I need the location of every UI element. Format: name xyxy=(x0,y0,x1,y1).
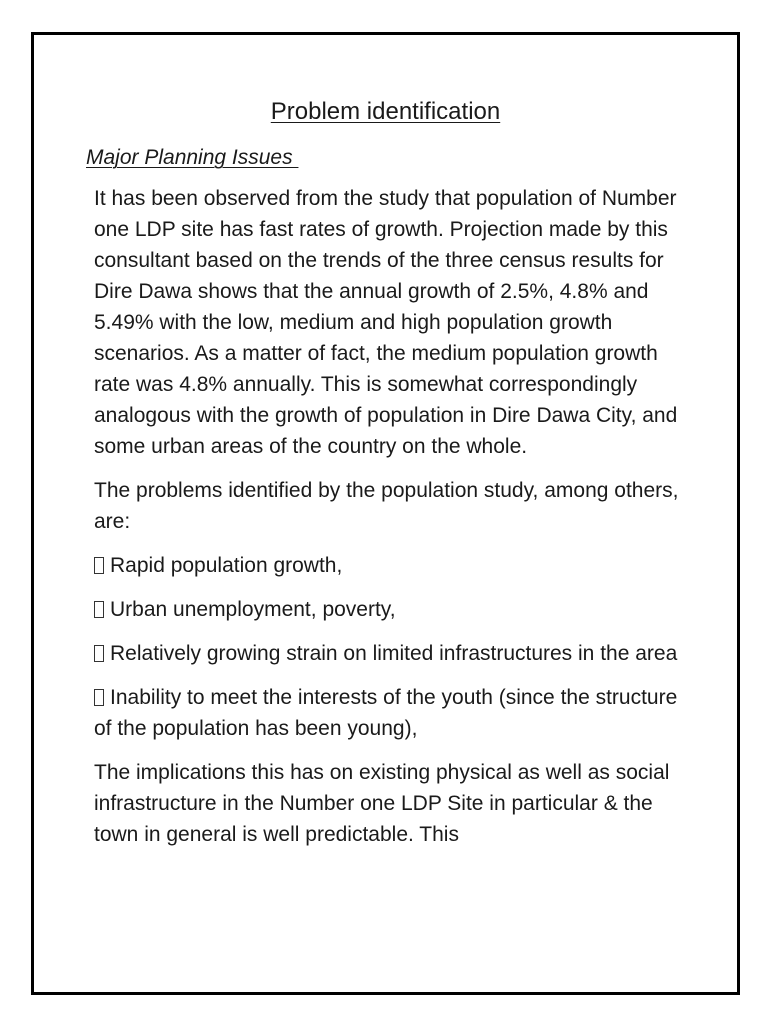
bullet-text: Relatively growing strain on limited infrastructures in the area xyxy=(110,642,678,665)
bullet-text: Rapid population growth, xyxy=(110,554,343,577)
missing-glyph-bullet-icon xyxy=(94,601,104,618)
page-title: Problem identification xyxy=(270,98,501,125)
bullet-item xyxy=(94,682,694,744)
document-body xyxy=(94,183,694,863)
section-subtitle: Major Planning Issues xyxy=(86,146,299,169)
missing-glyph-bullet-icon xyxy=(94,645,104,662)
bullet-item xyxy=(94,638,694,669)
paragraph-intro: It has been observed from the study that population of Number one LDP site has fast rates of growth. Projection made by this consultant based on the trends of the three census results for Dire Dawa shows that the annual growth of 2.5%, 4.8% and 5.49% with the low, medium and high population growth scenarios. As a matter of fact, the medium population growth rate was 4.8% annually. This is somewhat correspondingly analogous with the growth of population in Dire Dawa City, and some urban areas of the country on the whole. xyxy=(94,187,678,458)
paragraph-implications: The implications this has on existing physical as well as social infrastructure in the Number one LDP Site in particular & the town in general is well predictable. This xyxy=(94,761,670,846)
bullet-text: Inability to meet the interests of the youth (since the structure of the population has been young), xyxy=(94,686,678,740)
bullet-item xyxy=(94,594,694,625)
bullet-text: Urban unemployment, poverty, xyxy=(110,598,396,621)
paragraph-problems-lead: The problems identified by the population study, among others, are: xyxy=(94,479,679,533)
missing-glyph-bullet-icon xyxy=(94,557,104,574)
page-frame xyxy=(31,32,740,995)
missing-glyph-bullet-icon xyxy=(94,689,104,706)
bullet-item xyxy=(94,550,694,581)
